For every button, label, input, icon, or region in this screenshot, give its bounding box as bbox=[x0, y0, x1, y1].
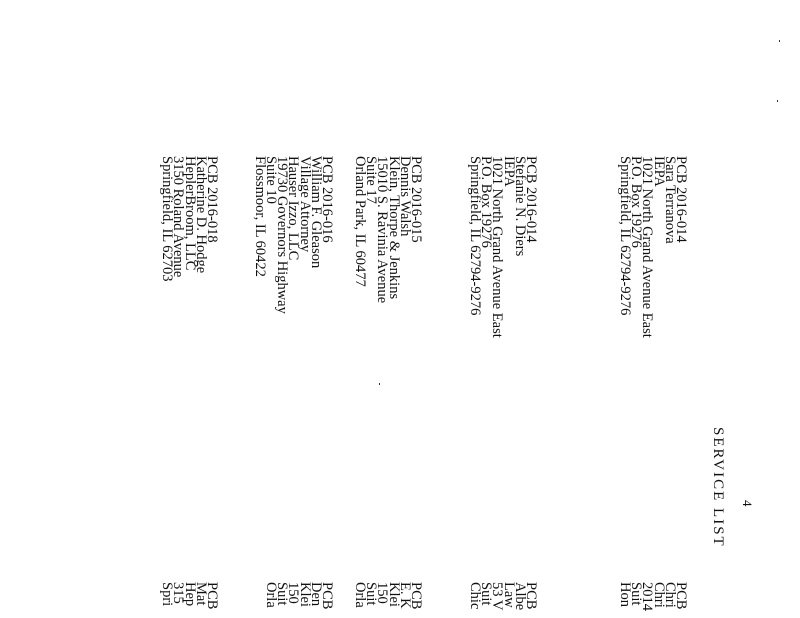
service-entry bbox=[159, 582, 220, 610]
clipped-entry bbox=[137, 582, 220, 618]
entry-line: William F. Gleason bbox=[307, 156, 324, 269]
entry-line: Stefanie N. Diers bbox=[511, 156, 528, 257]
entry-line: Katherine D. Hodge bbox=[192, 156, 209, 274]
service-entry bbox=[616, 582, 689, 611]
entry-line: Suite 17 bbox=[363, 156, 380, 204]
entry-line: PCB bbox=[673, 582, 689, 610]
entry-line: Mat bbox=[192, 582, 209, 606]
entry-line: PCB bbox=[408, 582, 424, 610]
entry-line: Suit bbox=[478, 582, 495, 606]
entry-line: IEPA bbox=[650, 156, 667, 187]
entry-line: 150 bbox=[374, 582, 391, 604]
entry-line: PCB bbox=[319, 582, 335, 610]
entry-line: 2014 bbox=[639, 582, 656, 611]
entry-line: Sara Terranova bbox=[661, 156, 678, 244]
entry-line: PCB 2016-018 bbox=[204, 156, 220, 243]
service-entry bbox=[616, 156, 689, 338]
service-entry bbox=[262, 582, 335, 610]
entry-line: Law bbox=[500, 582, 517, 608]
entry-line: PCB 2016-014 bbox=[673, 156, 689, 243]
entry-line: PCB 2016-016 bbox=[319, 156, 335, 243]
entry-line: Klei bbox=[296, 582, 313, 607]
service-entry bbox=[351, 582, 424, 610]
entry-line: Chri bbox=[661, 582, 678, 608]
entry-line: Suit bbox=[274, 582, 291, 606]
entry-line: Suit bbox=[363, 582, 380, 606]
entry-line: 1021 North Grand Avenue East bbox=[489, 156, 506, 338]
clipped-entry bbox=[252, 582, 335, 618]
entry-line: Village Attorney bbox=[296, 156, 313, 253]
service-entry bbox=[159, 156, 220, 282]
scan-speck bbox=[779, 40, 780, 42]
entry-line: Springfield, IL 62703 bbox=[159, 156, 176, 282]
entry-line: Hauser Izzo, LLC bbox=[285, 156, 302, 261]
entry-line: Spri bbox=[159, 582, 176, 607]
scan-speck bbox=[379, 383, 380, 385]
entry-line: 3150 Roland Avenue bbox=[170, 156, 187, 278]
entry-line: Dennis Walsh bbox=[396, 156, 413, 237]
entry-line: PCB 2016-015 bbox=[408, 156, 424, 243]
scan-speck bbox=[777, 100, 778, 102]
entry-line: Klei bbox=[385, 582, 402, 607]
entry-line: 19730 Governors Highway bbox=[274, 156, 291, 314]
entry-line: PCB bbox=[523, 582, 539, 610]
entry-line: PCB 2016-014 bbox=[523, 156, 539, 243]
entry-line: Orla bbox=[351, 582, 368, 608]
entry-line: 1021 North Grand Avenue East bbox=[639, 156, 656, 338]
service-entry bbox=[251, 156, 335, 314]
entry-line: Orland Park, IL 60477 bbox=[351, 156, 368, 287]
entry-line: Suite 10 bbox=[262, 156, 279, 204]
clipped-entry bbox=[606, 582, 689, 618]
page-number: 4 bbox=[740, 500, 755, 507]
entry-line: Den bbox=[307, 582, 324, 607]
entry-line: 150 bbox=[285, 582, 302, 604]
entry-line: Hep bbox=[181, 582, 198, 607]
entry-line: Hon bbox=[616, 582, 633, 607]
clipped-entry bbox=[341, 582, 424, 618]
entry-line: E. K bbox=[396, 582, 413, 609]
entry-line: Flossmoor, IL 60422 bbox=[251, 156, 268, 277]
entry-line: Springfield, IL 62794-9276 bbox=[466, 156, 483, 316]
service-entry bbox=[351, 156, 424, 304]
entry-line: Chic bbox=[466, 582, 483, 610]
entry-line: 15010 S. Ravinia Avenue bbox=[374, 156, 391, 304]
entry-line: P.O. Box 19276 bbox=[478, 156, 495, 248]
entry-line: Orla bbox=[262, 582, 279, 608]
entry-line: Springfield, IL 62794-9276 bbox=[616, 156, 633, 316]
entry-line: Klein, Thorpe & Jenkins bbox=[385, 156, 402, 300]
entry-line: IEPA bbox=[500, 156, 517, 187]
service-entry bbox=[466, 156, 539, 338]
service-entry bbox=[466, 582, 539, 611]
entry-line: 315 bbox=[170, 582, 187, 604]
entry-line: 53 V bbox=[489, 582, 506, 611]
entry-line: Suit bbox=[628, 582, 645, 606]
entry-line: P.O. Box 19276 bbox=[628, 156, 645, 248]
clipped-entry bbox=[456, 582, 539, 618]
service-list-title: SERVICE LIST bbox=[710, 427, 726, 548]
entry-line: Chri bbox=[650, 582, 667, 608]
entry-line: Albe bbox=[511, 582, 528, 611]
entry-line: HeplerBroom, LLC bbox=[181, 156, 198, 271]
entry-line: PCB bbox=[204, 582, 220, 610]
